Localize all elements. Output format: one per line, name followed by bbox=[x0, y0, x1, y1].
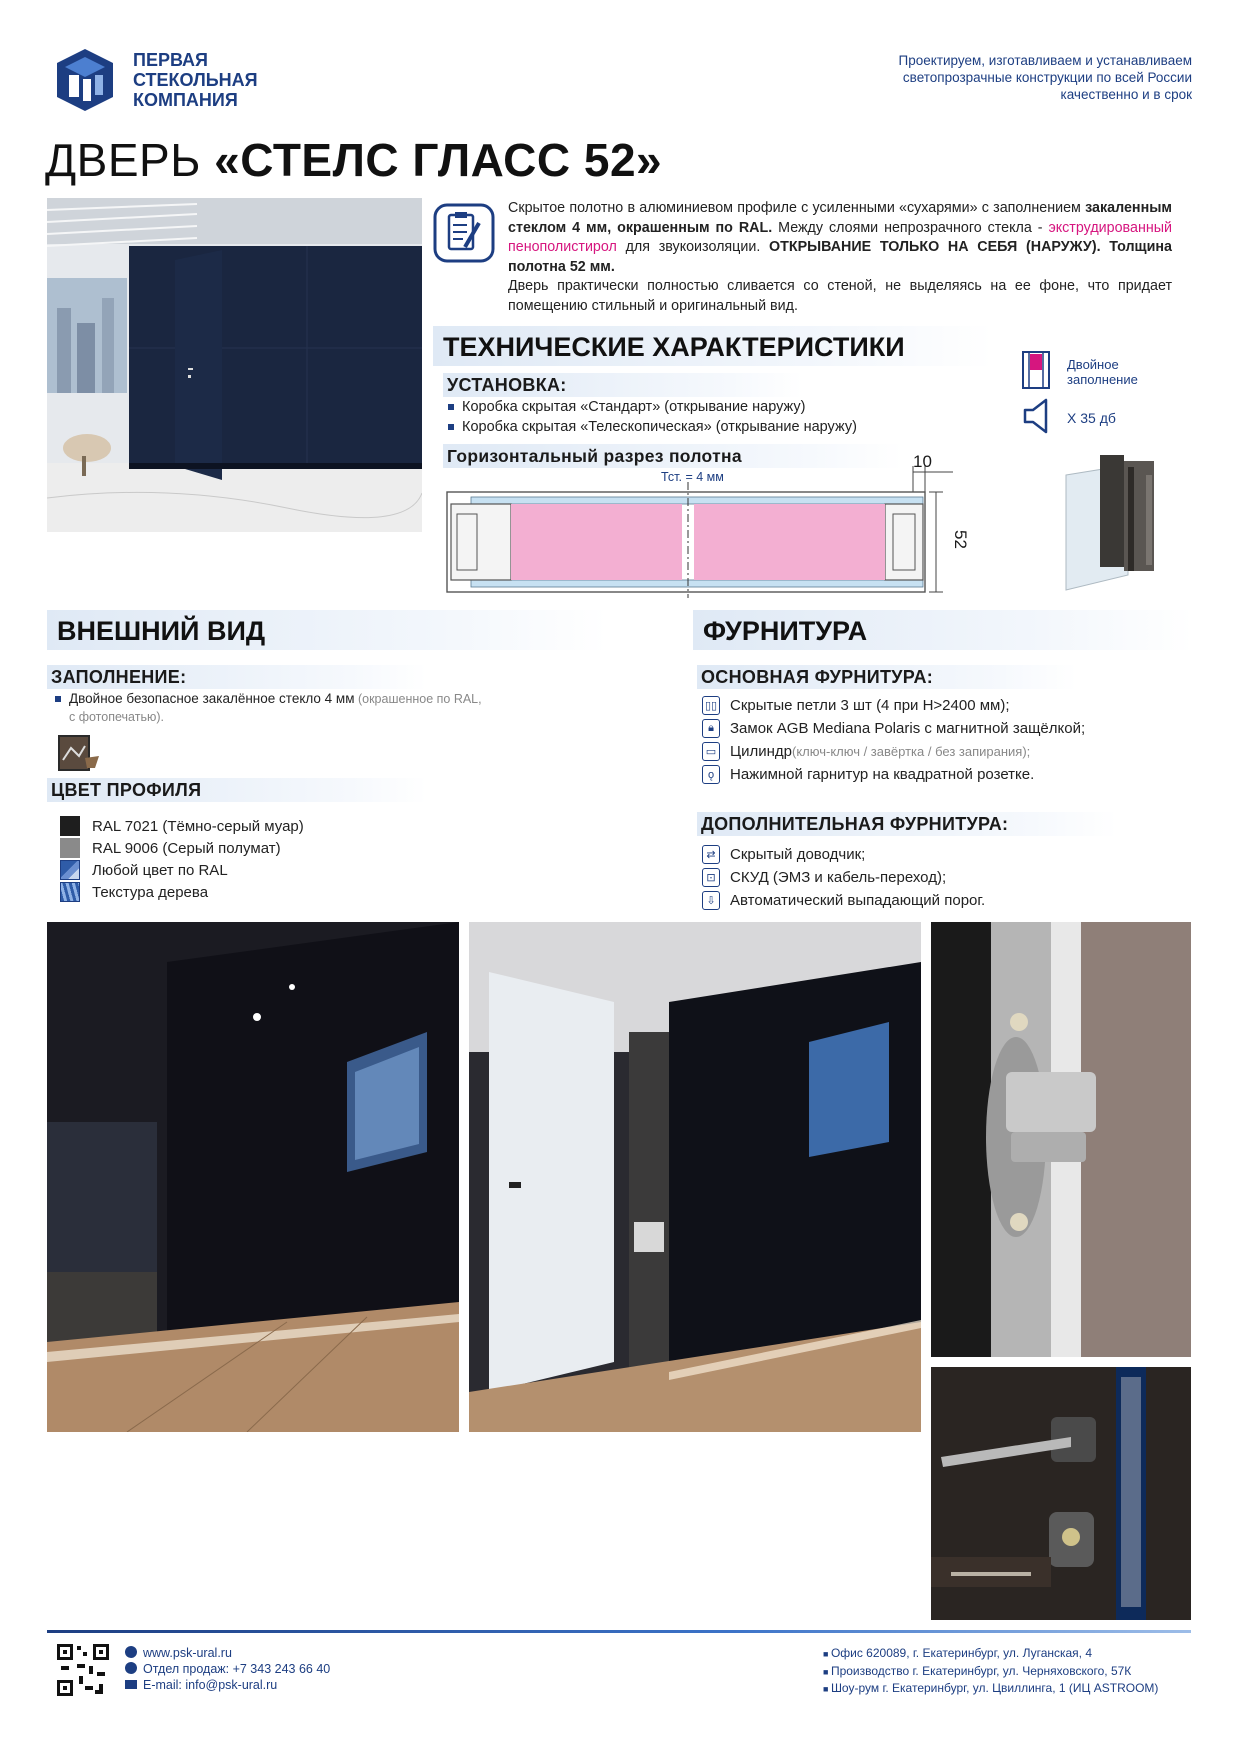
address-item: ■ Производство г. Екатеринбург, ул. Черняховского, 57К bbox=[823, 1663, 1132, 1678]
main-hardware-list bbox=[702, 694, 1085, 786]
gallery-photo-hinge bbox=[931, 922, 1191, 1357]
glass-panel-icon bbox=[57, 734, 101, 772]
hardware-item-label: Скрытые петли 3 шт (4 при Н>2400 мм); bbox=[730, 697, 1010, 714]
main-hardware-subheader bbox=[697, 665, 1077, 689]
install-item-label: Коробка скрытая «Стандарт» (открывание наружу) bbox=[462, 399, 806, 415]
fill-item-note-a: (окрашенное по RAL, bbox=[354, 692, 482, 706]
hardware-item-label: Автоматический выпадающий порог. bbox=[730, 892, 986, 909]
footer-divider bbox=[47, 1630, 1191, 1633]
install-subheader bbox=[443, 373, 803, 397]
address-text: Шоу-рум г. Екатеринбург, ул. Цвиллинга, 1 (ИЦ ASTROOM) bbox=[830, 1681, 1159, 1695]
hardware-title: ФУРНИТУРА bbox=[703, 616, 868, 646]
globe-icon bbox=[125, 1646, 137, 1658]
hardware-item-label: Цилиндр bbox=[730, 743, 792, 760]
cylinder-icon: ▭ bbox=[702, 742, 720, 761]
gallery-photo-handle-lock bbox=[931, 1367, 1191, 1620]
phone-icon bbox=[125, 1662, 137, 1674]
list-item bbox=[702, 889, 985, 912]
install-title: УСТАНОВКА: bbox=[447, 375, 567, 395]
logo-line-3: КОМПАНИЯ bbox=[133, 90, 238, 110]
install-list bbox=[448, 397, 857, 437]
hardware-item-label: Скрытый доводчик; bbox=[730, 846, 866, 863]
palette-icon bbox=[60, 860, 80, 880]
gallery-photo-open-door bbox=[469, 922, 921, 1432]
list-item bbox=[60, 881, 304, 903]
logo-line-1: ПЕРВАЯ bbox=[133, 50, 208, 70]
profile-color-list bbox=[60, 815, 304, 903]
hardware-item-label: Замок AGB Mediana Polaris с магнитной защёлкой; bbox=[730, 720, 1086, 737]
list-item bbox=[702, 694, 1085, 717]
hardware-item-note: (ключ-ключ / завёртка / без запирания); bbox=[792, 744, 1031, 759]
list-item bbox=[702, 740, 1085, 763]
desc-text-1: Скрытое полотно в алюминиевом профиле с усиленными «сухарями» с заполнением bbox=[508, 200, 1086, 216]
extra-hardware-subheader bbox=[697, 812, 1117, 836]
list-item bbox=[702, 717, 1085, 740]
fill-item-note-b: с фотопечатью). bbox=[69, 710, 164, 724]
section-drawing-title: Горизонтальный разрез полотна bbox=[447, 446, 742, 466]
tagline-line-2: светопрозрачные конструкции по всей России bbox=[902, 70, 1192, 85]
install-item-label: Коробка скрытая «Телескопическая» (открывание наружу) bbox=[462, 419, 857, 435]
phone-text[interactable]: Отдел продаж: +7 343 243 66 40 bbox=[143, 1662, 331, 1676]
threshold-icon: ⇩ bbox=[702, 891, 720, 910]
desc-text-pink: экструдированный пенополистирол bbox=[508, 219, 1172, 256]
sound-insulation-label: Х 35 дб bbox=[1067, 410, 1116, 426]
profile-color-subheader bbox=[47, 778, 427, 802]
access-control-icon: ⊡ bbox=[702, 868, 720, 887]
email-link[interactable]: E-mail: info@psk-ural.ru bbox=[143, 1678, 278, 1692]
list-item bbox=[60, 815, 304, 837]
list-item bbox=[702, 866, 985, 889]
gallery-photo-corridor bbox=[47, 922, 459, 1432]
extra-hardware-title: ДОПОЛНИТЕЛЬНАЯ ФУРНИТУРА: bbox=[701, 814, 1009, 834]
wood-texture-icon bbox=[60, 882, 80, 902]
double-fill-line-1: Двойное bbox=[1067, 357, 1119, 372]
address-item: ■ Шоу-рум г. Екатеринбург, ул. Цвиллинга, 1 (ИЦ ASTROOM) bbox=[823, 1681, 1159, 1695]
mail-icon bbox=[125, 1680, 137, 1689]
closer-icon: ⇄ bbox=[702, 845, 720, 864]
qr-code-icon[interactable] bbox=[55, 1642, 111, 1698]
profile-color-title: ЦВЕТ ПРОФИЛЯ bbox=[51, 780, 202, 800]
lock-icon: 🔒︎ bbox=[702, 719, 720, 738]
phone-row[interactable] bbox=[125, 1661, 330, 1677]
logo-mark-icon bbox=[55, 47, 115, 113]
glass-thickness-label: Тст. = 4 мм bbox=[661, 470, 724, 484]
profile-3d-render bbox=[1058, 455, 1178, 595]
product-description bbox=[508, 199, 1172, 317]
address-item: ■ Офис 620089, г. Екатеринбург, ул. Луганская, 4 bbox=[823, 1646, 1093, 1660]
website-row[interactable] bbox=[125, 1645, 330, 1661]
hardware-item-label: СКУД (ЭМЗ и кабель-переход); bbox=[730, 869, 947, 886]
title-product-name: «СТЕЛС ГЛАСС 52» bbox=[214, 134, 663, 186]
color-swatch-gray bbox=[60, 838, 80, 858]
address-text: Офис 620089, г. Екатеринбург, ул. Луганская, 4 bbox=[830, 1646, 1093, 1660]
desc-text-bold-2: ОТКРЫВАНИЕ ТОЛЬКО НА СЕБЯ (НАРУЖУ). Толщина полотна 52 мм. bbox=[508, 239, 1172, 275]
desc-text-3: для звукоизоляции. bbox=[616, 239, 769, 256]
tagline-line-1: Проектируем, изготавливаем и устанавливаем bbox=[898, 53, 1192, 68]
tagline bbox=[772, 52, 1192, 103]
website-link[interactable]: www.psk-ural.ru bbox=[143, 1646, 232, 1660]
double-fill-label bbox=[1067, 357, 1138, 387]
fill-item bbox=[55, 690, 575, 726]
contact-block bbox=[125, 1645, 330, 1693]
hardware-item-label: Нажимной гарнитур на квадратной розетке. bbox=[730, 766, 1035, 783]
appearance-title: ВНЕШНИЙ ВИД bbox=[57, 616, 266, 646]
tech-section-header bbox=[433, 326, 993, 366]
document-edit-icon bbox=[433, 203, 495, 263]
addresses-block bbox=[823, 1645, 1158, 1698]
extra-hardware-list bbox=[702, 843, 985, 912]
tech-title: ТЕХНИЧЕСКИЕ ХАРАКТЕРИСТИКИ bbox=[443, 332, 905, 362]
page-title bbox=[45, 133, 662, 187]
color-swatch-dark bbox=[60, 816, 80, 836]
address-text: Производство г. Екатеринбург, ул. Черняховского, 57К bbox=[830, 1663, 1132, 1678]
logo-line-2: СТЕКОЛЬНАЯ bbox=[133, 70, 258, 90]
dimension-side-label: 52 bbox=[951, 530, 970, 549]
double-fill-line-2: заполнение bbox=[1067, 372, 1138, 387]
hero-door-photo bbox=[47, 198, 422, 532]
main-hardware-title: ОСНОВНАЯ ФУРНИТУРА: bbox=[701, 667, 934, 687]
hardware-section-header bbox=[693, 610, 1193, 650]
list-item bbox=[60, 837, 304, 859]
sound-insulation-icon bbox=[1022, 397, 1052, 435]
handle-icon: ǫ bbox=[702, 765, 720, 784]
tagline-line-3: качественно и в срок bbox=[1060, 87, 1192, 102]
desc-paragraph-2: Дверь практически полностью сливается со стеной, не выделяясь на ее фоне, что придает помещению стильный и оригинальный вид. bbox=[508, 278, 1172, 314]
dimension-top-label: 10 bbox=[913, 452, 932, 471]
hinge-icon: ▯▯ bbox=[702, 696, 720, 715]
company-logo[interactable] bbox=[55, 47, 258, 113]
double-fill-icon bbox=[1022, 351, 1050, 389]
desc-text-bold-1: закаленным стеклом 4 мм, окрашенным по RAL. bbox=[508, 200, 1172, 236]
fill-title: ЗАПОЛНЕНИЕ: bbox=[51, 667, 187, 687]
color-label: RAL 7021 (Тёмно-серый муар) bbox=[92, 817, 304, 835]
list-item bbox=[702, 763, 1085, 786]
color-label: Любой цвет по RAL bbox=[92, 861, 228, 879]
email-row[interactable] bbox=[125, 1677, 330, 1693]
list-item bbox=[448, 397, 857, 417]
color-label: Текстура дерева bbox=[92, 883, 209, 901]
list-item bbox=[702, 843, 985, 866]
fill-item-label: Двойное безопасное закалённое стекло 4 мм bbox=[69, 691, 355, 706]
list-item bbox=[60, 859, 304, 881]
fill-subheader bbox=[47, 665, 427, 689]
appearance-section-header bbox=[47, 610, 607, 650]
desc-text-2: Между слоями непрозрачного стекла - bbox=[772, 219, 1049, 236]
title-prefix: ДВЕРЬ bbox=[45, 134, 215, 186]
color-label: RAL 9006 (Серый полумат) bbox=[92, 839, 281, 857]
list-item bbox=[448, 417, 857, 437]
